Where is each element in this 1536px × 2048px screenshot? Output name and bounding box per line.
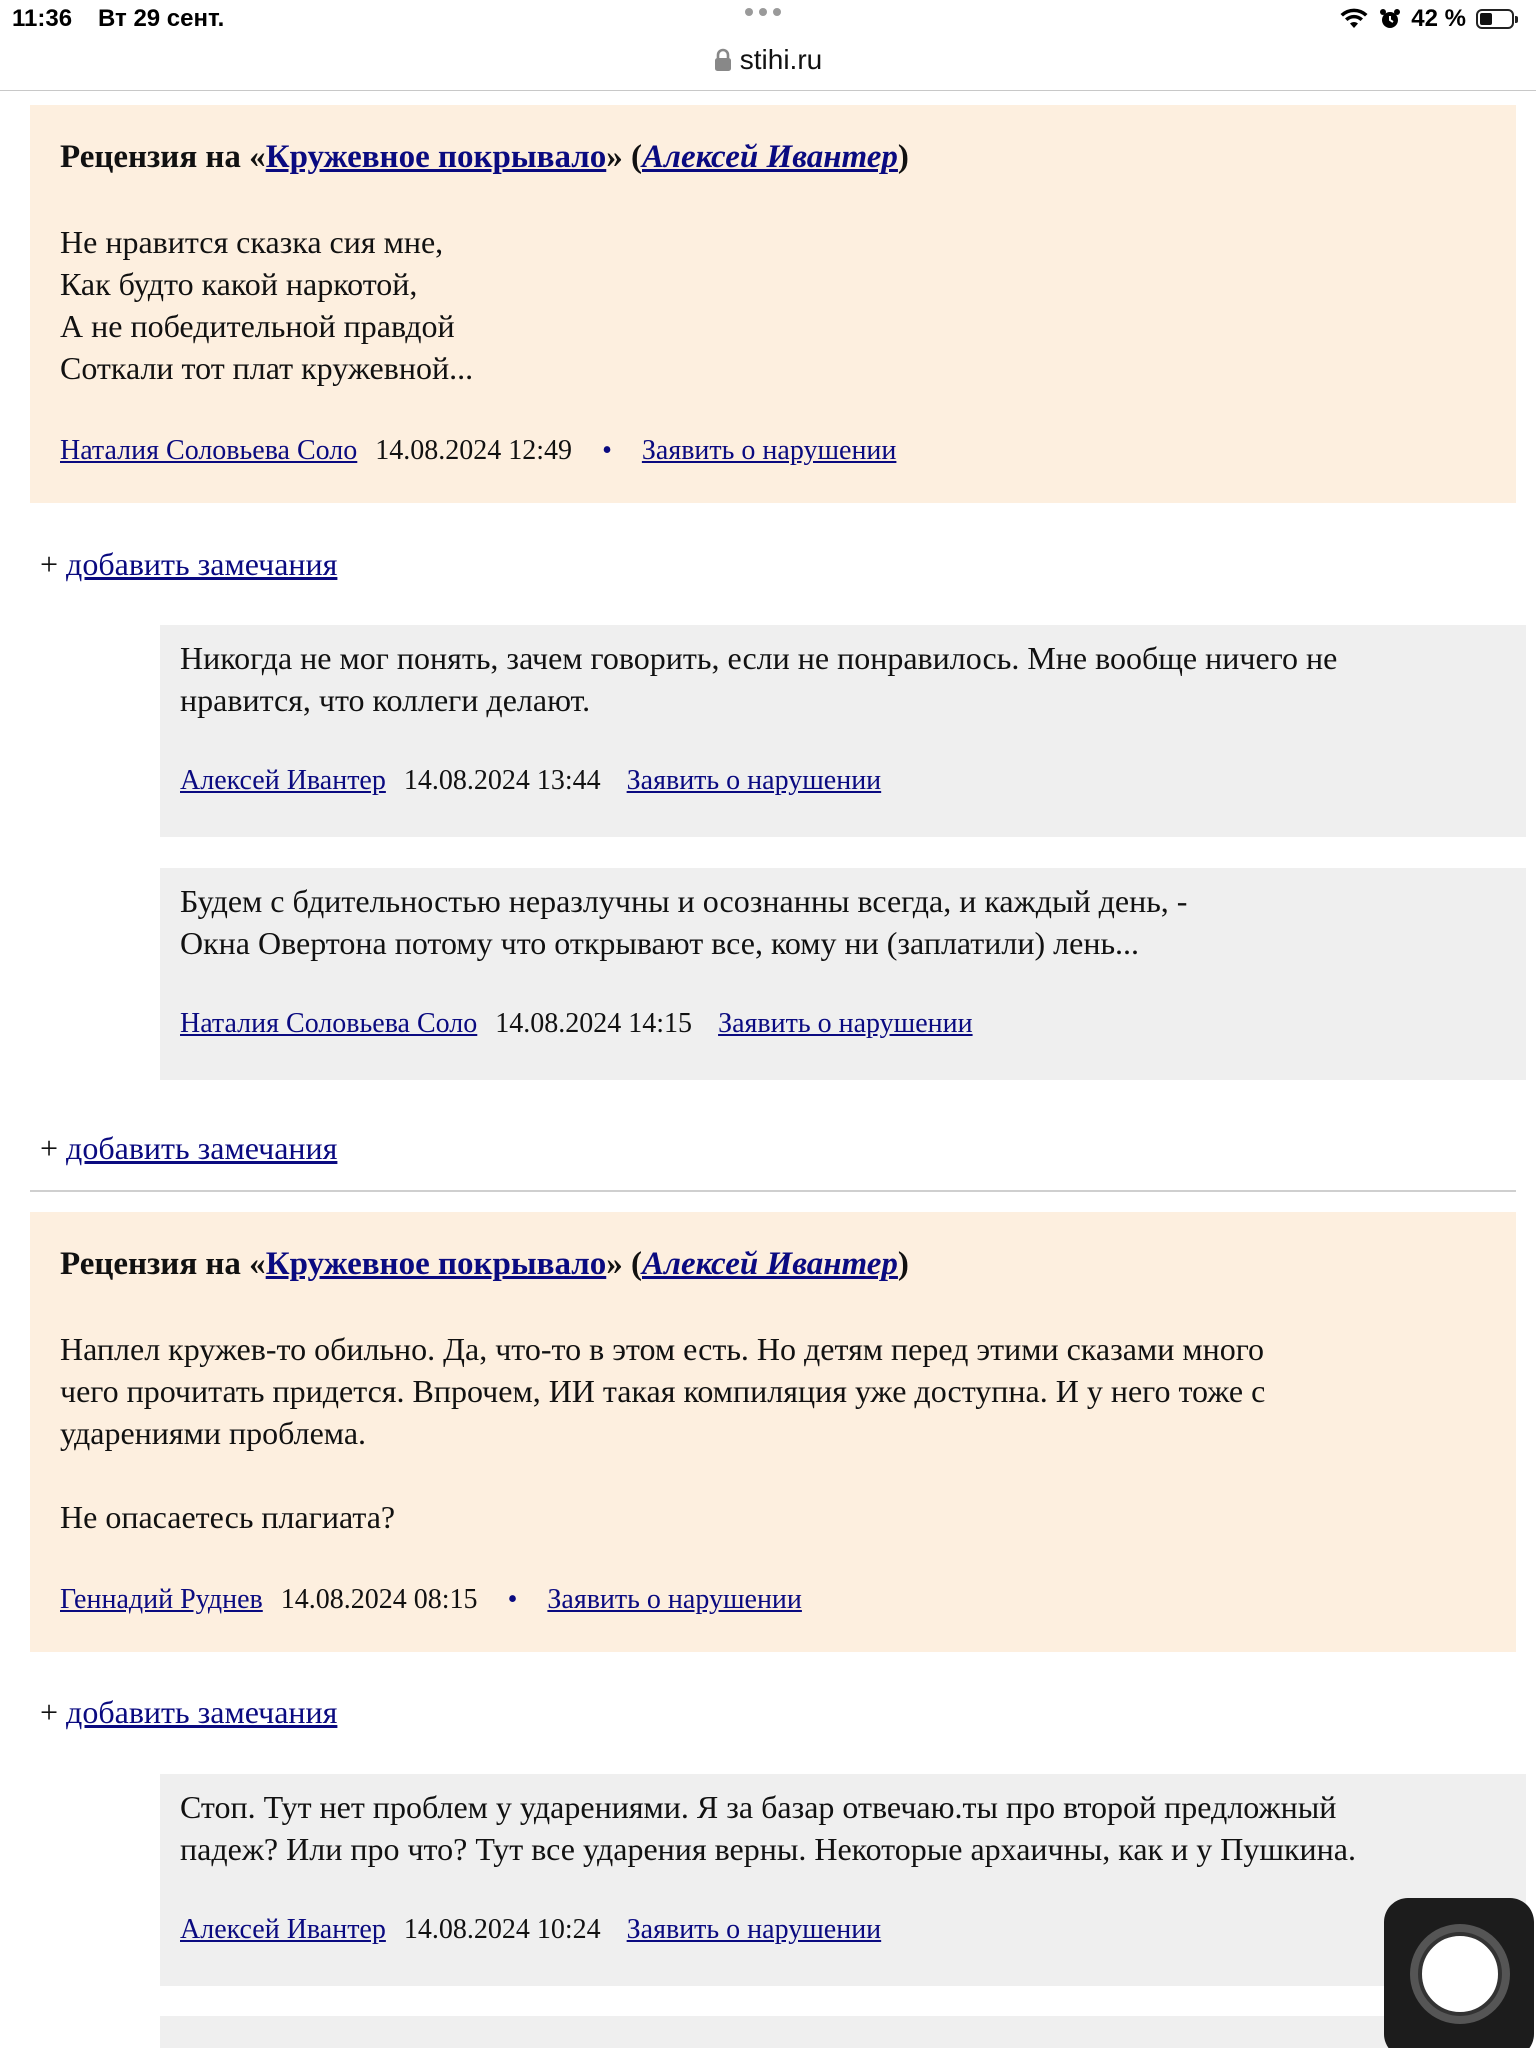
poem-title-link[interactable]: Кружевное покрывало xyxy=(265,1246,607,1282)
review-date: 14.08.2024 12:49 xyxy=(375,435,573,466)
reply-meta xyxy=(180,1914,881,1946)
report-violation-link[interactable]: Заявить о нарушении xyxy=(547,1584,802,1615)
review-text: Не нравится сказка сия мне, Как будто какой наркотой, А не победительной правдой Соткали тот плат кружевной... xyxy=(60,224,474,386)
report-violation-link[interactable]: Заявить о нарушении xyxy=(626,1914,882,1945)
reply-author-link[interactable]: Алексей Ивантер xyxy=(180,1914,386,1945)
add-remarks-link[interactable]: добавить замечания xyxy=(66,546,338,582)
reply-card xyxy=(160,1774,1526,1986)
add-remarks-link[interactable]: добавить замечания xyxy=(66,1130,338,1166)
battery-icon xyxy=(1476,9,1514,29)
review-text: Наплел кружев-то обильно. Да, что-то в этом есть. Но детям перед этими сказами много чего прочитать придется. Впрочем, ИИ такая компиляция уже доступна. И у него тоже с ударениями проблема. Не опасаетесь плагиата? xyxy=(60,1331,1266,1535)
poem-author-link[interactable]: Алексей Ивантер xyxy=(642,1246,898,1282)
reply-author-link[interactable]: Наталия Соловьева Соло xyxy=(180,1008,478,1039)
reply-meta xyxy=(180,765,881,797)
wifi-icon xyxy=(1339,8,1369,30)
multitasking-dots-icon[interactable] xyxy=(745,8,781,16)
reply-date: 14.08.2024 13:44 xyxy=(403,765,601,796)
reply-card-partial xyxy=(160,2016,1526,2048)
battery-percent: 42 % xyxy=(1411,5,1466,32)
reviewer-link[interactable]: Геннадий Руднев xyxy=(60,1584,263,1615)
add-remarks xyxy=(40,546,337,583)
reply-text: Никогда не мог понять, зачем говорить, если не понравилось. Мне вообще ничего не нравится, что коллеги делают. xyxy=(180,640,1338,718)
poem-author-link[interactable]: Алексей Ивантер xyxy=(642,139,898,175)
assistive-touch-icon xyxy=(1410,1924,1510,2024)
separator-bullet: • xyxy=(507,1584,518,1615)
report-violation-link[interactable]: Заявить о нарушении xyxy=(626,765,882,796)
reviewer-link[interactable]: Наталия Соловьева Соло xyxy=(60,435,358,466)
review-date: 14.08.2024 08:15 xyxy=(280,1584,478,1615)
address-bar[interactable] xyxy=(0,38,1536,91)
plus-icon: + xyxy=(40,546,59,582)
add-remarks xyxy=(40,1694,337,1731)
review-meta xyxy=(60,435,896,467)
reply-date: 14.08.2024 10:24 xyxy=(403,1914,601,1945)
status-time: 11:36 xyxy=(12,5,73,32)
review-title: Рецензия на «Кружевное покрывало» (Алексей Ивантер) xyxy=(60,139,909,175)
plus-icon: + xyxy=(40,1694,59,1730)
review-card xyxy=(30,1212,1516,1652)
review-meta xyxy=(60,1584,802,1616)
reply-card xyxy=(160,868,1526,1080)
review-title: Рецензия на «Кружевное покрывало» (Алексей Ивантер) xyxy=(60,1246,909,1282)
add-remarks xyxy=(40,1130,337,1167)
assistive-touch-button[interactable] xyxy=(1384,1898,1534,2048)
reply-author-link[interactable]: Алексей Ивантер xyxy=(180,765,386,796)
reply-text: Будем с бдительностью неразлучны и осознанны всегда, и каждый день, - Окна Овертона потому что открывают все, кому ни (заплатили) лень... xyxy=(180,883,1188,961)
reply-meta xyxy=(180,1008,973,1040)
reply-date: 14.08.2024 14:15 xyxy=(495,1008,693,1039)
report-violation-link[interactable]: Заявить о нарушении xyxy=(718,1008,973,1039)
review-card xyxy=(30,105,1516,503)
status-date: Вт 29 сент. xyxy=(98,5,225,32)
add-remarks-link[interactable]: добавить замечания xyxy=(66,1694,338,1730)
status-bar xyxy=(0,0,1536,38)
separator-bullet: • xyxy=(602,435,612,466)
status-indicators xyxy=(1339,5,1514,33)
reply-text: Стоп. Тут нет проблем у ударениями. Я за базар отвечаю.ты про второй предложный падеж? Или про что? Тут все ударения верны. Некоторые архаичны, как и у Пушкина. xyxy=(180,1789,1356,1867)
review-divider xyxy=(30,1190,1516,1192)
report-violation-link[interactable]: Заявить о нарушении xyxy=(641,435,897,466)
reply-card xyxy=(160,625,1526,837)
lock-icon xyxy=(714,47,732,79)
url-domain[interactable]: stihi.ru xyxy=(739,44,823,75)
poem-title-link[interactable]: Кружевное покрывало xyxy=(265,139,607,175)
plus-icon: + xyxy=(40,1130,59,1166)
alarm-icon xyxy=(1379,8,1401,30)
